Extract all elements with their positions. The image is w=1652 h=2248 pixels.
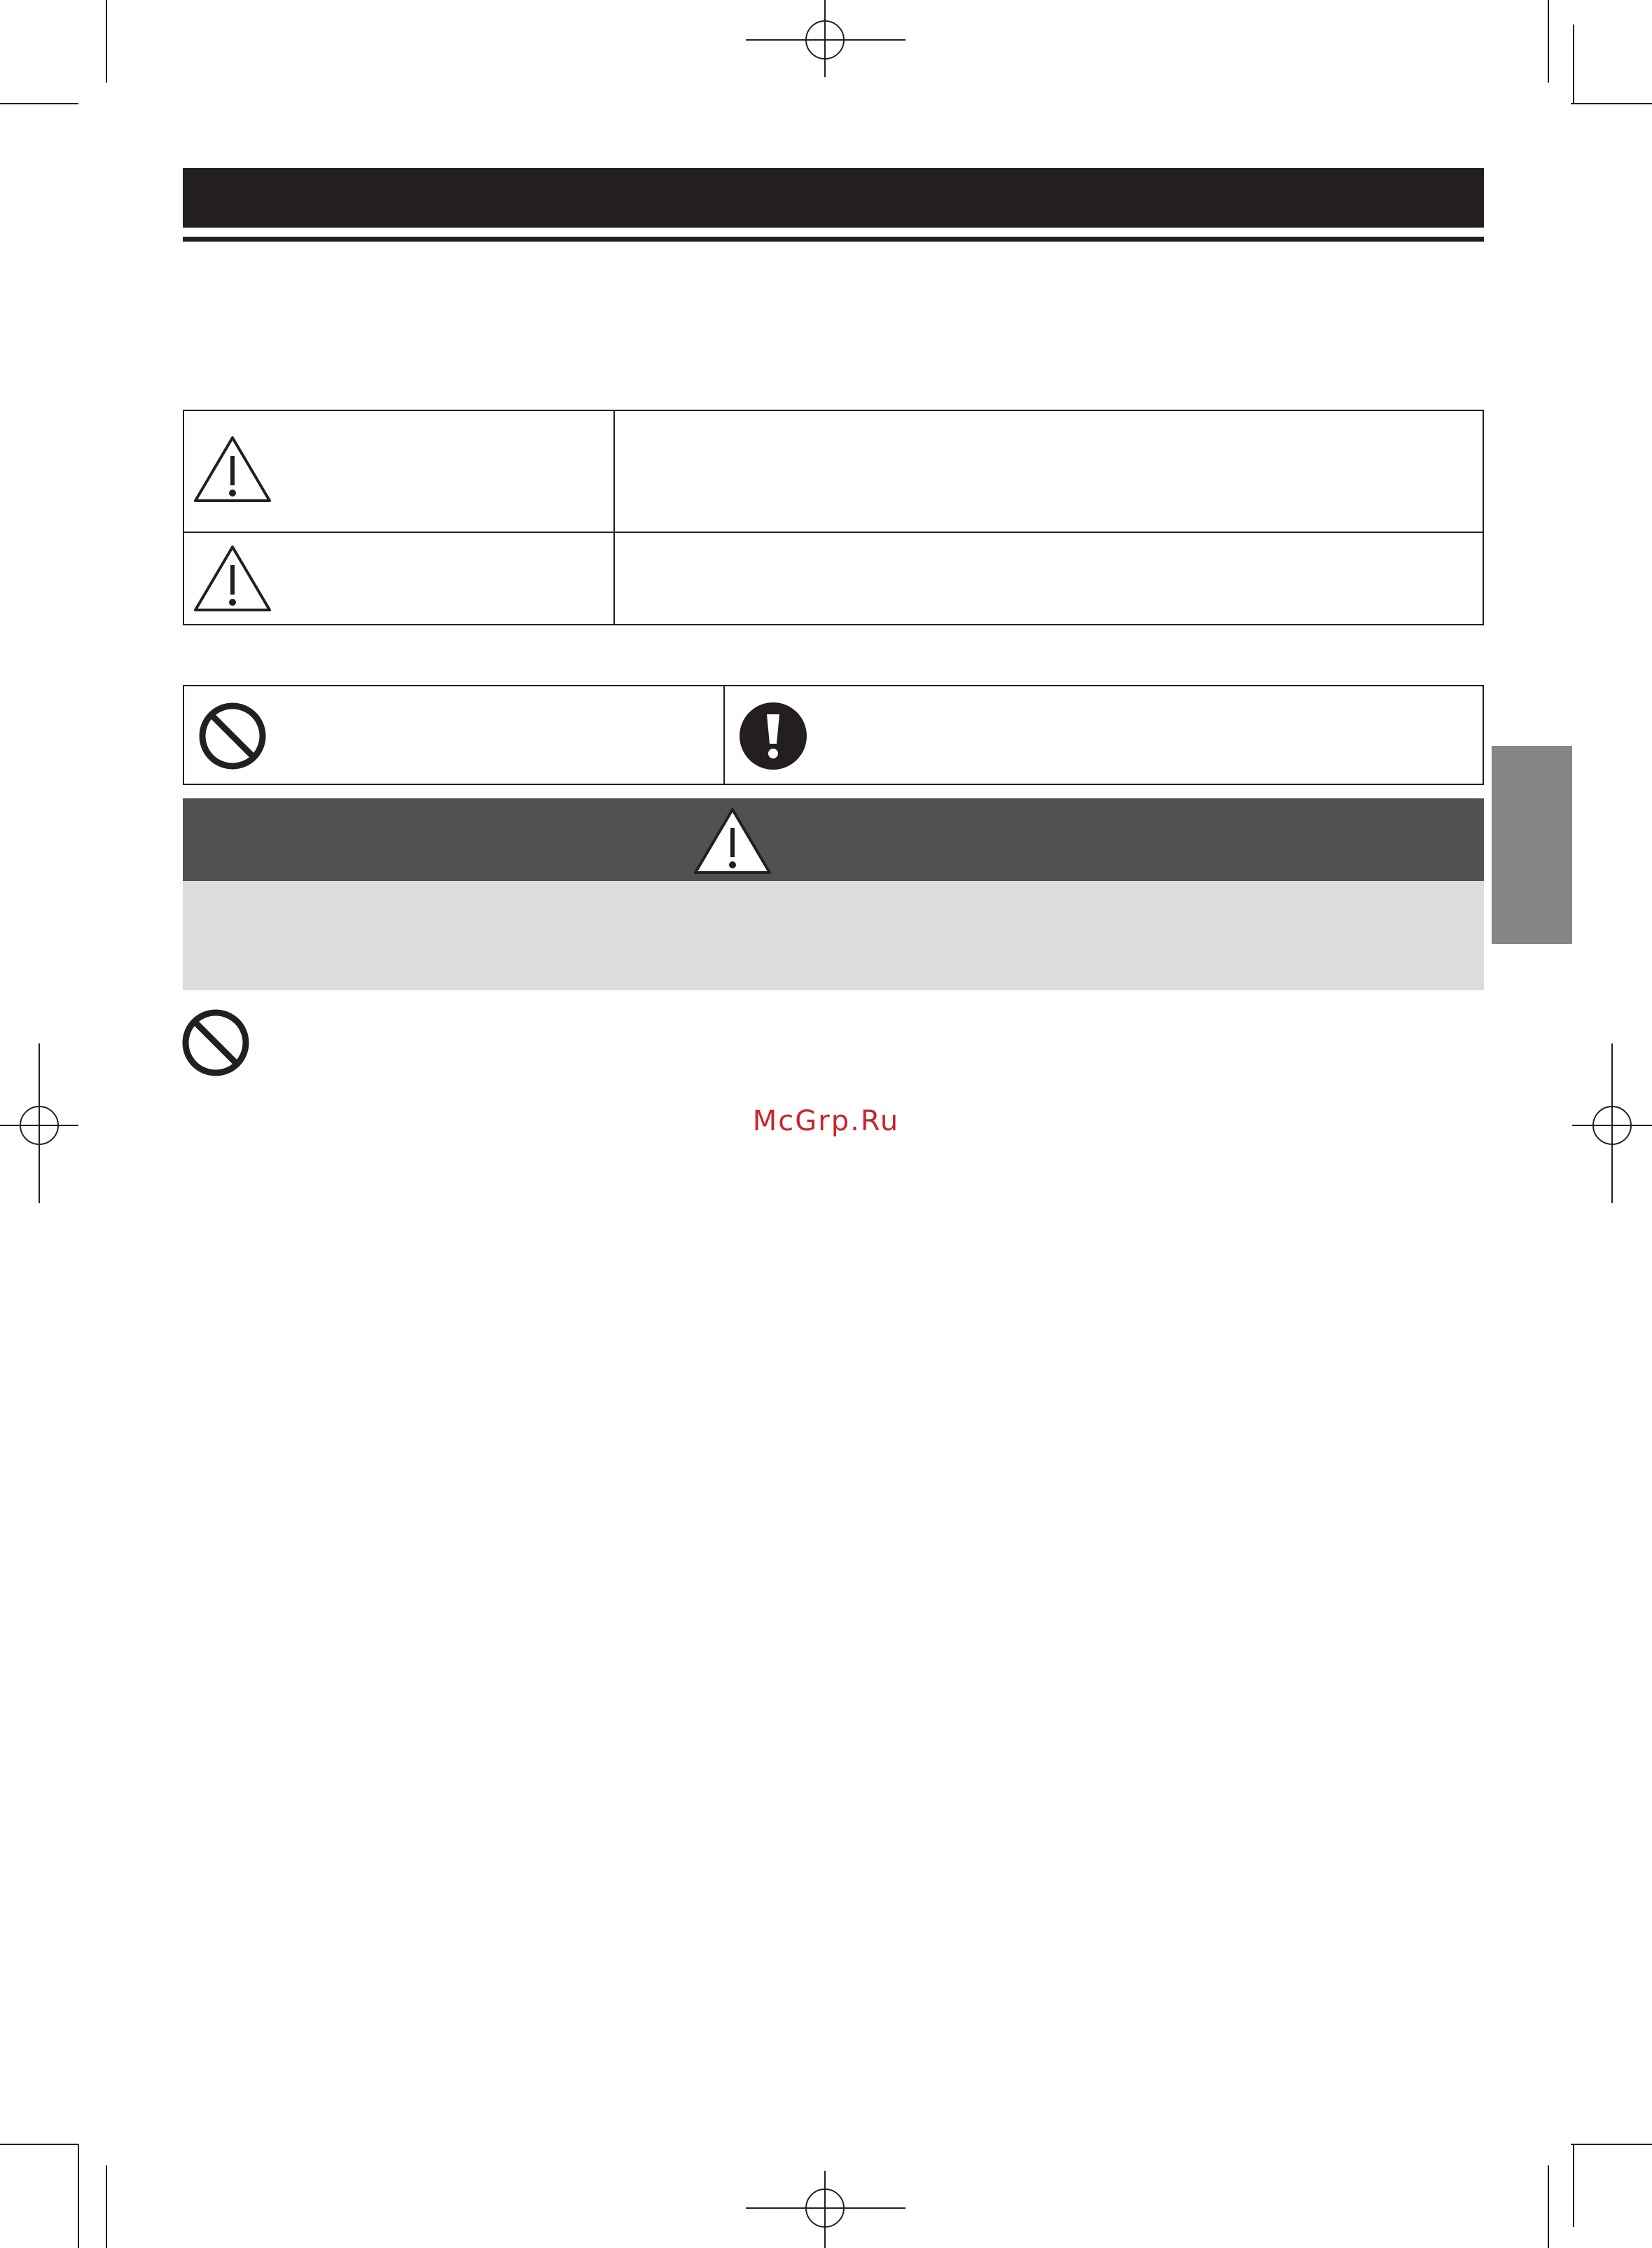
signal-table-divider [613, 411, 615, 624]
warning-triangle-icon [693, 807, 772, 875]
signal-row-warning [184, 411, 1483, 533]
signal-row-caution [184, 532, 1483, 624]
mandatory-exclamation-icon [739, 702, 807, 770]
symbol-legend-table [183, 685, 1484, 785]
warning-body-band [183, 881, 1484, 990]
warning-triangle-icon [193, 435, 272, 504]
symbol-table-divider [723, 686, 725, 784]
prohibited-icon [198, 702, 267, 770]
caution-triangle-icon [193, 544, 272, 613]
side-section-tab [1492, 746, 1572, 944]
prohibited-icon [181, 1008, 250, 1077]
warning-header-band [183, 798, 1484, 881]
signal-word-table [183, 410, 1484, 625]
watermark-text: McGrp.Ru [752, 1105, 900, 1137]
title-underline [183, 237, 1484, 242]
section-title-bar [183, 168, 1484, 228]
